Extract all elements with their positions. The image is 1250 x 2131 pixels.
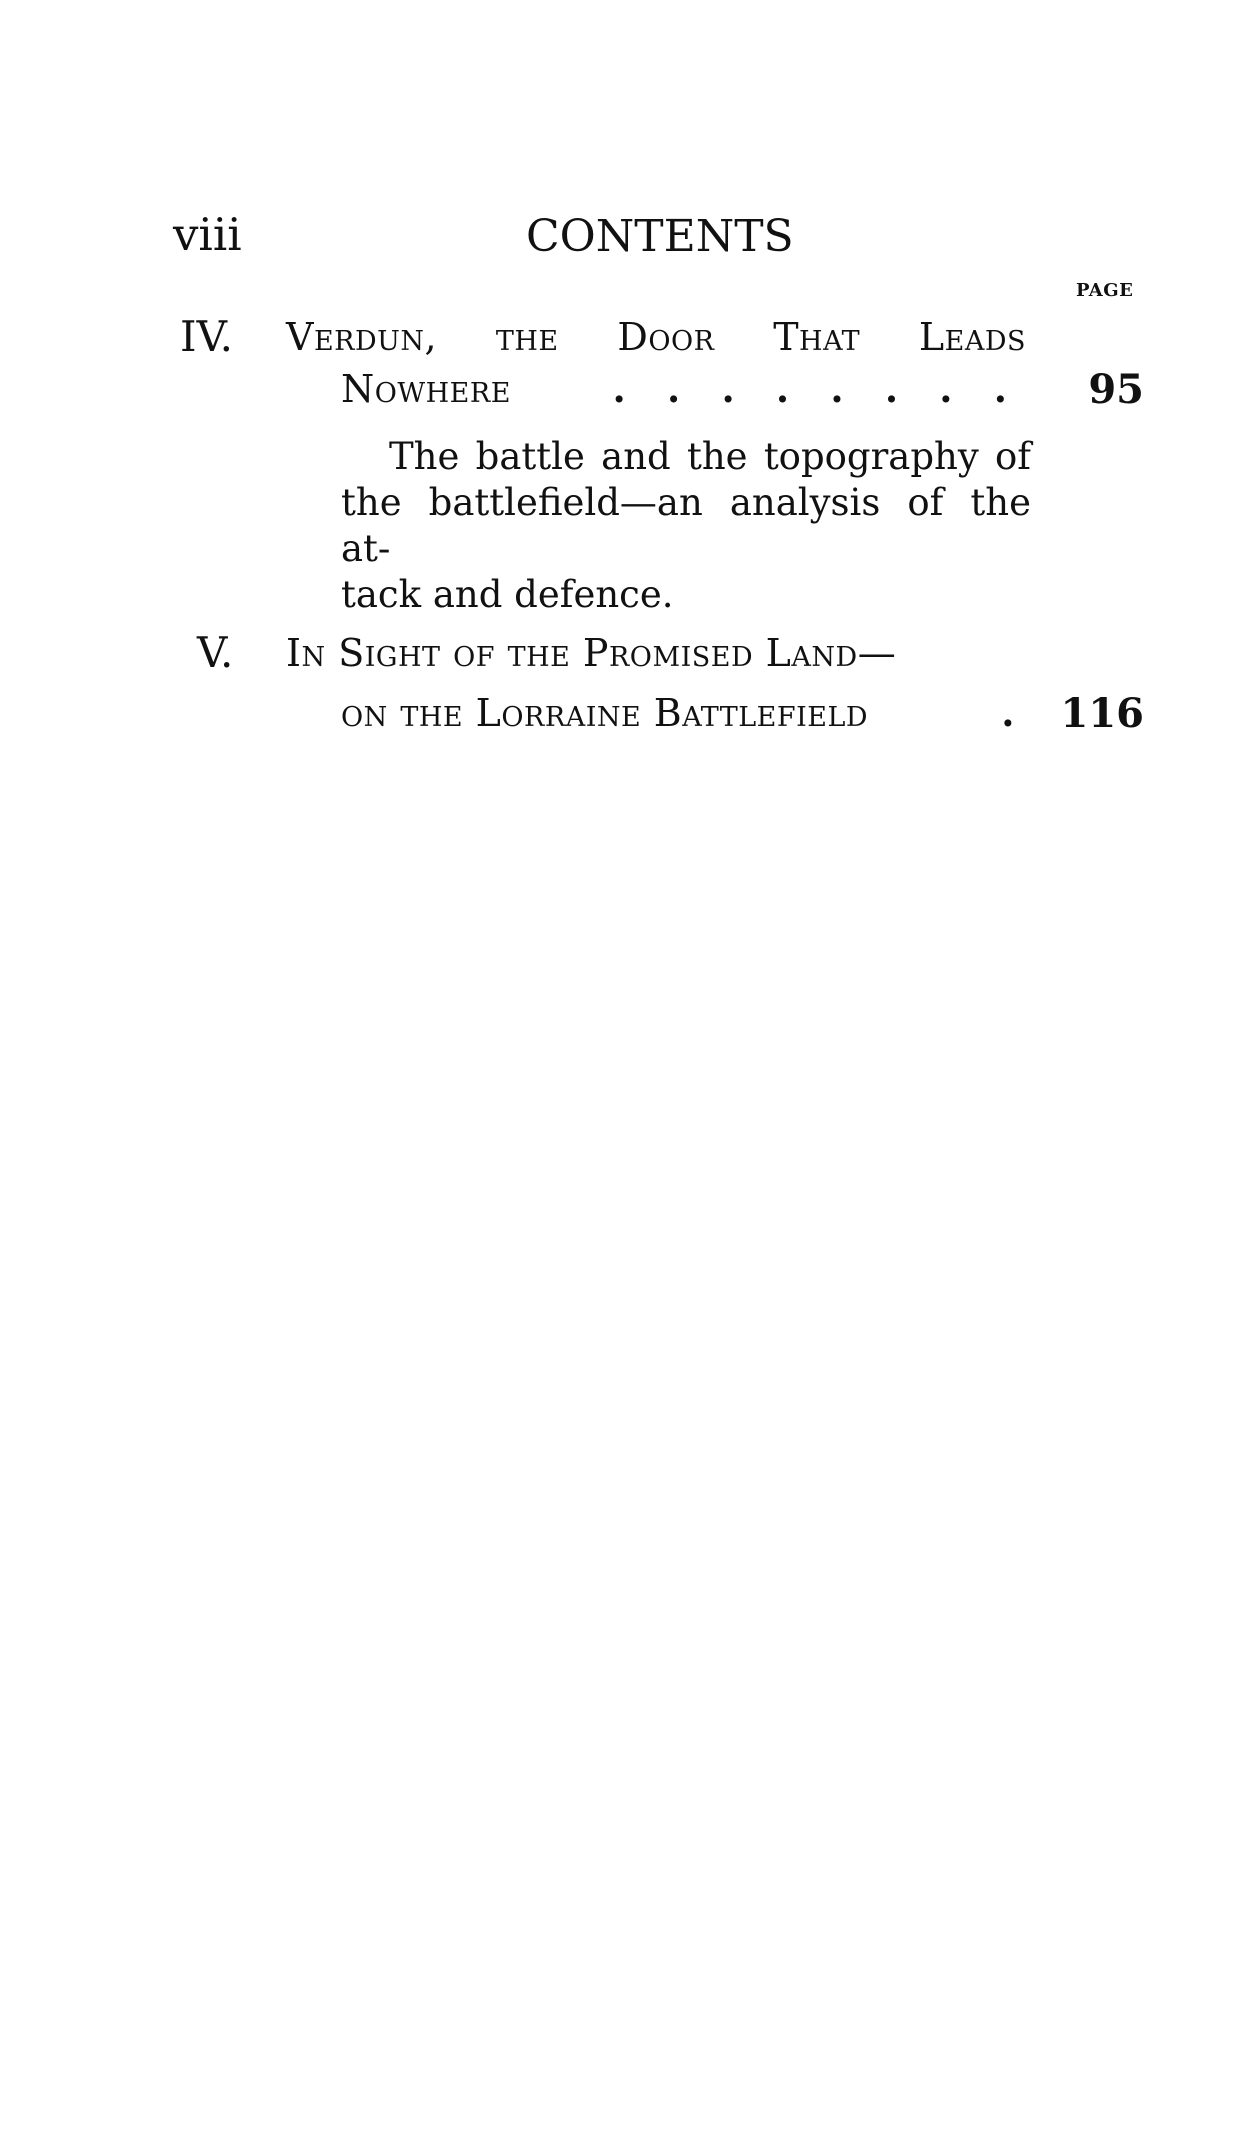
title-text: Nowhere (341, 367, 511, 411)
chapter-summary (341, 434, 1031, 618)
title-word: Verdun, (286, 315, 438, 359)
dot-leader: . (1001, 690, 1015, 735)
chapter-numeral: IV. (180, 312, 233, 361)
summary-line: The battle and the topography of (389, 435, 1031, 478)
chapter-numeral: V. (197, 628, 234, 677)
page-number: viii (173, 208, 242, 261)
title-word: the (495, 315, 559, 359)
summary-line: the battlefield—an analysis of the at- (341, 481, 1031, 570)
chapter-title-line-1 (286, 311, 1026, 363)
title-word: Leads (918, 315, 1026, 359)
page-column-label: PAGE (1076, 280, 1134, 301)
chapter-title-line-2 (341, 363, 1021, 415)
page-reference: 95 (1088, 366, 1144, 413)
dot-leader: . . . . . . . . (612, 366, 1021, 411)
title-text: on the Lorraine Battlefield (341, 691, 869, 735)
chapter-title-line-2 (341, 687, 1021, 739)
page-reference: 116 (1060, 690, 1144, 737)
title-word: Door (617, 315, 715, 359)
chapter-title-line-1: In Sight of the Promised Land— (286, 631, 897, 675)
summary-line: tack and defence. (341, 573, 674, 616)
running-head: CONTENTS (526, 211, 794, 262)
title-word: That (773, 315, 861, 359)
